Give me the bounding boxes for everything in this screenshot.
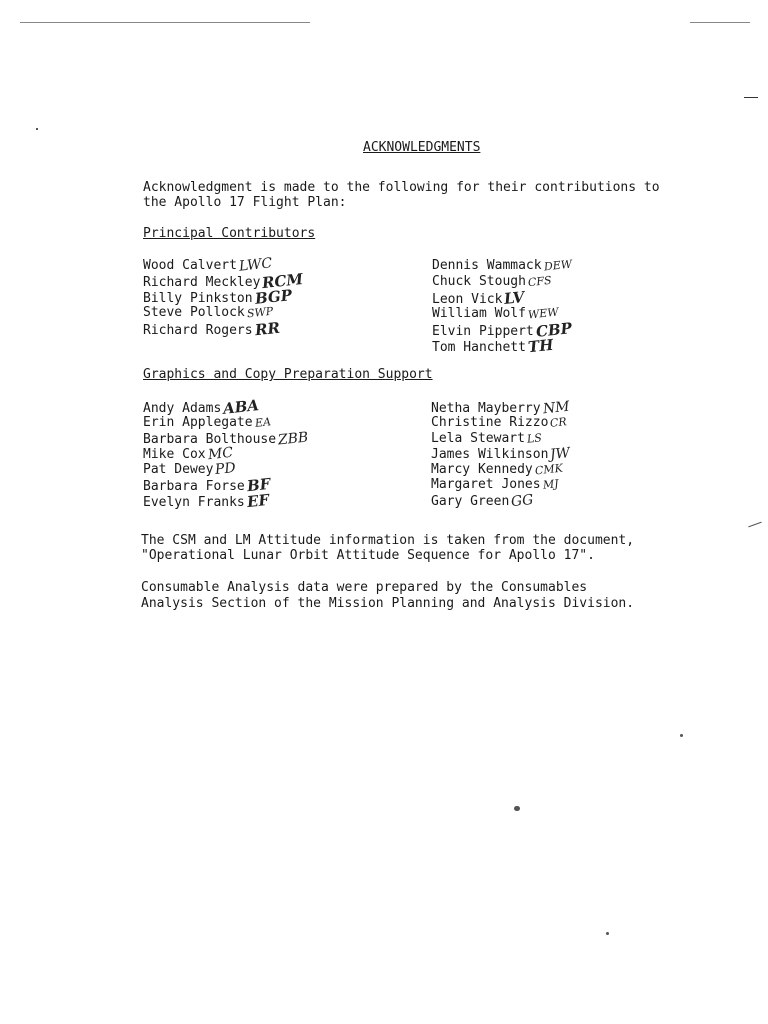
- signature-initials: SWP: [246, 304, 274, 321]
- contributor-name: Marcy Kennedy: [431, 462, 533, 477]
- contributor-name: Elvin Pippert: [432, 324, 534, 339]
- signature-initials: PD: [214, 459, 237, 479]
- contributor-row: [432, 335, 555, 357]
- contributor-name: Netha Mayberry: [431, 401, 541, 416]
- attitude-note-line-1: The CSM and LM Attitude information is taken from the document,: [141, 533, 635, 548]
- contributor-name: Dennis Wammack: [432, 258, 542, 273]
- contributor-row: [431, 462, 563, 478]
- contributor-name: Mike Cox: [143, 447, 206, 462]
- signature-initials: JW: [549, 444, 572, 464]
- signature-initials: CFS: [527, 273, 553, 290]
- contributor-name: Wood Calvert: [143, 258, 237, 273]
- contributor-name: Steve Pollock: [143, 305, 245, 320]
- signature-initials: ABA: [222, 396, 261, 418]
- signature-initials: LS: [526, 431, 543, 446]
- contributor-row: [143, 305, 273, 321]
- intro-line-1: Acknowledgment is made to the following for their contributions to: [143, 180, 660, 195]
- signature-initials: LWC: [238, 255, 273, 275]
- contributor-row: [432, 274, 552, 290]
- principal-contributors-heading: Principal Contributors: [143, 226, 316, 241]
- signature-initials: CR: [549, 415, 568, 430]
- contributor-row: [431, 446, 570, 463]
- scan-rule-top-right: [690, 22, 750, 23]
- scan-speck: [680, 734, 683, 737]
- contributor-row: [431, 477, 558, 493]
- page-title: ACKNOWLEDGMENTS: [363, 140, 481, 155]
- contributor-row: [431, 493, 534, 510]
- contributor-row: [432, 306, 559, 322]
- contributor-row: [143, 415, 271, 431]
- signature-initials: BGP: [253, 286, 293, 308]
- signature-initials: EF: [245, 490, 270, 512]
- contributor-row: [143, 461, 236, 478]
- signature-initials: CBP: [534, 319, 573, 341]
- contributor-name: Margaret Jones: [431, 477, 541, 492]
- contributor-row: [143, 257, 272, 274]
- signature-initials: ZBB: [277, 429, 310, 449]
- contributor-name: Richard Meckley: [143, 275, 261, 290]
- signature-initials: MC: [206, 444, 234, 464]
- contributor-name: James Wilkinson: [431, 447, 549, 462]
- contributor-name: Andy Adams: [143, 401, 222, 416]
- scan-speck: [748, 522, 761, 528]
- signature-initials: RR: [253, 318, 281, 340]
- signature-initials: NM: [541, 398, 570, 418]
- contributor-name: Tom Hanchett: [432, 340, 526, 355]
- scan-mark-right: [744, 97, 758, 98]
- signature-initials: RCM: [261, 269, 305, 293]
- graphics-support-heading: Graphics and Copy Preparation Support: [143, 367, 433, 382]
- scan-speck: [36, 128, 38, 130]
- signature-initials: EA: [253, 415, 272, 430]
- contributor-row: [143, 318, 281, 340]
- scan-speck: [514, 806, 520, 811]
- contributor-name: Pat Dewey: [143, 462, 214, 477]
- contributor-name: Erin Applegate: [143, 415, 253, 430]
- consumables-note-line-2: Analysis Section of the Mission Planning and Analysis Division.: [141, 596, 635, 611]
- signature-initials: LV: [503, 287, 526, 309]
- intro-line-2: the Apollo 17 Flight Plan:: [143, 195, 347, 210]
- contributor-name: Richard Rogers: [143, 323, 253, 338]
- contributor-name: Leon Vick: [432, 292, 503, 307]
- signature-initials: WEW: [527, 305, 560, 322]
- contributor-row: [432, 258, 572, 274]
- consumables-note-line-1: Consumable Analysis data were prepared by the Consumables: [141, 580, 588, 595]
- contributor-name: Lela Stewart: [431, 431, 525, 446]
- contributor-name: Barbara Forse: [143, 479, 245, 494]
- contributor-name: Evelyn Franks: [143, 495, 245, 510]
- contributor-name: Chuck Stough: [432, 274, 526, 289]
- signature-initials: GG: [510, 491, 535, 511]
- signature-initials: TH: [527, 335, 555, 357]
- contributor-row: [143, 490, 270, 512]
- contributor-name: Billy Pinkston: [143, 291, 253, 306]
- contributor-name: Gary Green: [431, 494, 510, 509]
- signature-initials: DEW: [542, 257, 573, 274]
- contributor-name: Barbara Bolthouse: [143, 432, 277, 447]
- contributor-row: [431, 431, 542, 447]
- signature-initials: BF: [245, 474, 271, 496]
- scan-rule-top: [20, 22, 310, 23]
- attitude-note-line-2: "Operational Lunar Orbit Attitude Sequence for Apollo 17".: [141, 548, 595, 563]
- contributor-row: [431, 415, 567, 431]
- signature-initials: MJ: [541, 477, 559, 492]
- signature-initials: CMK: [534, 461, 564, 478]
- scan-speck: [606, 932, 609, 935]
- contributor-name: William Wolf: [432, 306, 526, 321]
- contributor-name: Christine Rizzo: [431, 415, 549, 430]
